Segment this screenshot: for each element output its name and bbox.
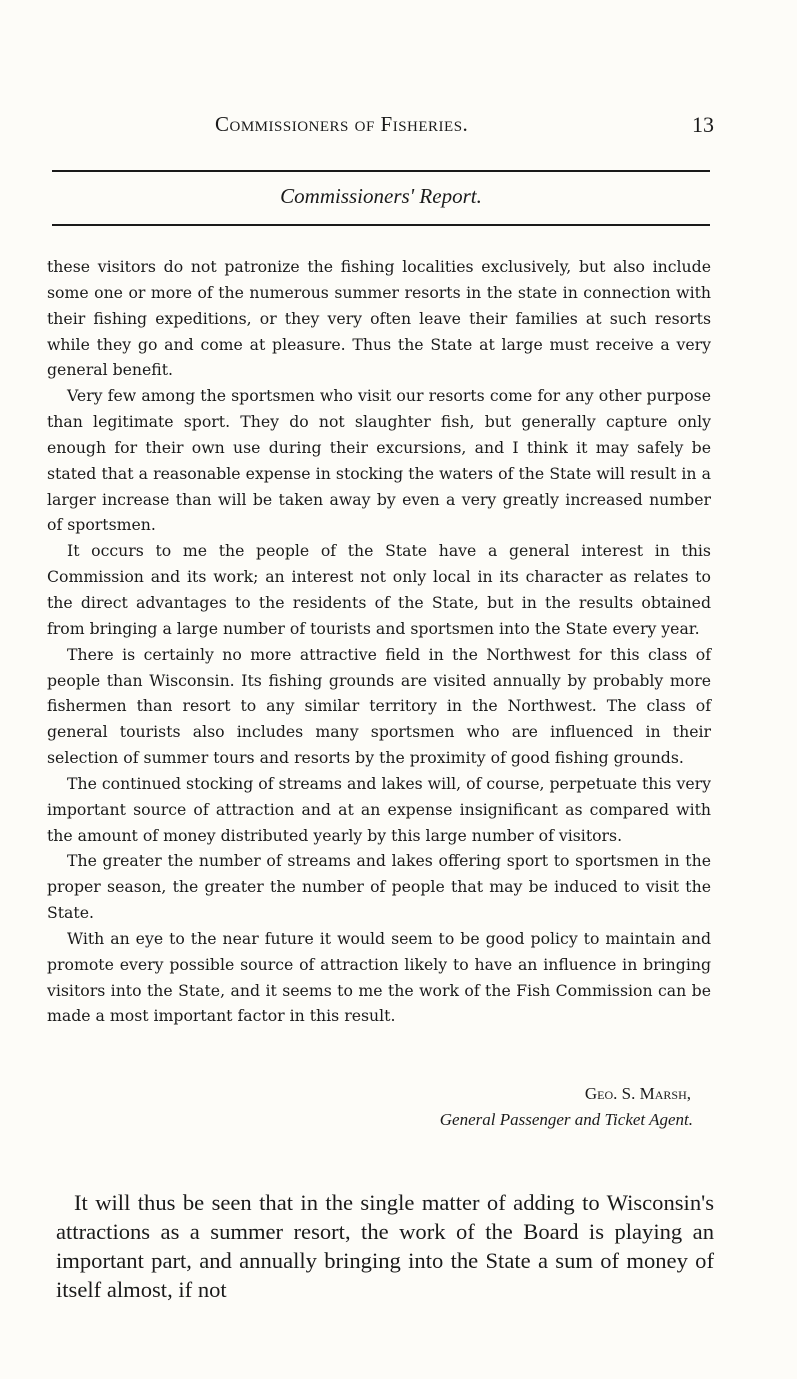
letter-paragraph: these visitors do not patronize the fishing localities exclusively, but also include some one or more of the numerous summer resorts in the state in connection with their fishing expeditions, or they very often leave their families at such resorts while they go and come at pleasure. Thus the State at large must receive a very general benefit.	[47, 257, 711, 380]
commentary-body	[56, 1188, 714, 1304]
letter-paragraph: It occurs to me the people of the State have a general interest in this Commission and its work; an interest not only local in its character as relates to the direct advantages to the residents of the State, but in the results obtained from bringing a large number of tourists and sportsmen into the State every year.	[47, 541, 711, 638]
letter-body	[47, 254, 711, 1029]
section-title: Commissioners' Report.	[280, 184, 482, 208]
commentary-paragraph: It will thus be seen that in the single matter of adding to Wisconsin's attractions as a summer resort, the work of the Board is playing an important part, and annually bringing into the State a sum of money of itself almost, if not	[56, 1190, 714, 1302]
signature-name: Geo. S. Marsh,	[584, 1084, 691, 1103]
page-number: 13	[692, 112, 714, 137]
letter-paragraph: With an eye to the near future it would seem to be good policy to maintain and promote every possible source of attraction likely to have an influence in bringing visitors into the State, and it seems to me the work of the Fish Commission can be made a most important factor in this result.	[47, 928, 711, 1026]
letter-paragraph: Very few among the sportsmen who visit our resorts come for any other purpose than legitimate sport. They do not slaughter fish, but generally capture only enough for their own use during their excursions, and I think it may safely be stated that a reasonable expense in stocking the waters of the State will result in a larger increase than will be taken away by even a very greatly increased number of sportsmen.	[47, 386, 711, 535]
page-header	[50, 108, 714, 144]
header-rule-bottom	[52, 224, 710, 226]
running-head: Commissioners of Fisheries.	[215, 112, 469, 136]
letter-paragraph: The greater the number of streams and lakes offering sport to sportsmen in the proper season, the greater the number of people that may be induced to visit the State.	[47, 851, 711, 923]
letter-paragraph: The continued stocking of streams and lakes will, of course, perpetuate this very important source of attraction and at an expense insignificant as compared with the amount of money distributed yearly by this large number of visitors.	[47, 773, 711, 845]
header-rule-top	[52, 170, 710, 172]
signature-title: General Passenger and Ticket Agent.	[439, 1110, 693, 1129]
letter-signature	[47, 1081, 693, 1133]
letter-paragraph: There is certainly no more attractive field in the Northwest for this class of people than Wisconsin. Its fishing grounds are visited annually by probably more fishermen than resort to any similar territory in the Northwest. The class of general tourists also includes many sportsmen who are influenced in their selection of summer tours and resorts by the proximity of good fishing grounds.	[47, 644, 711, 768]
